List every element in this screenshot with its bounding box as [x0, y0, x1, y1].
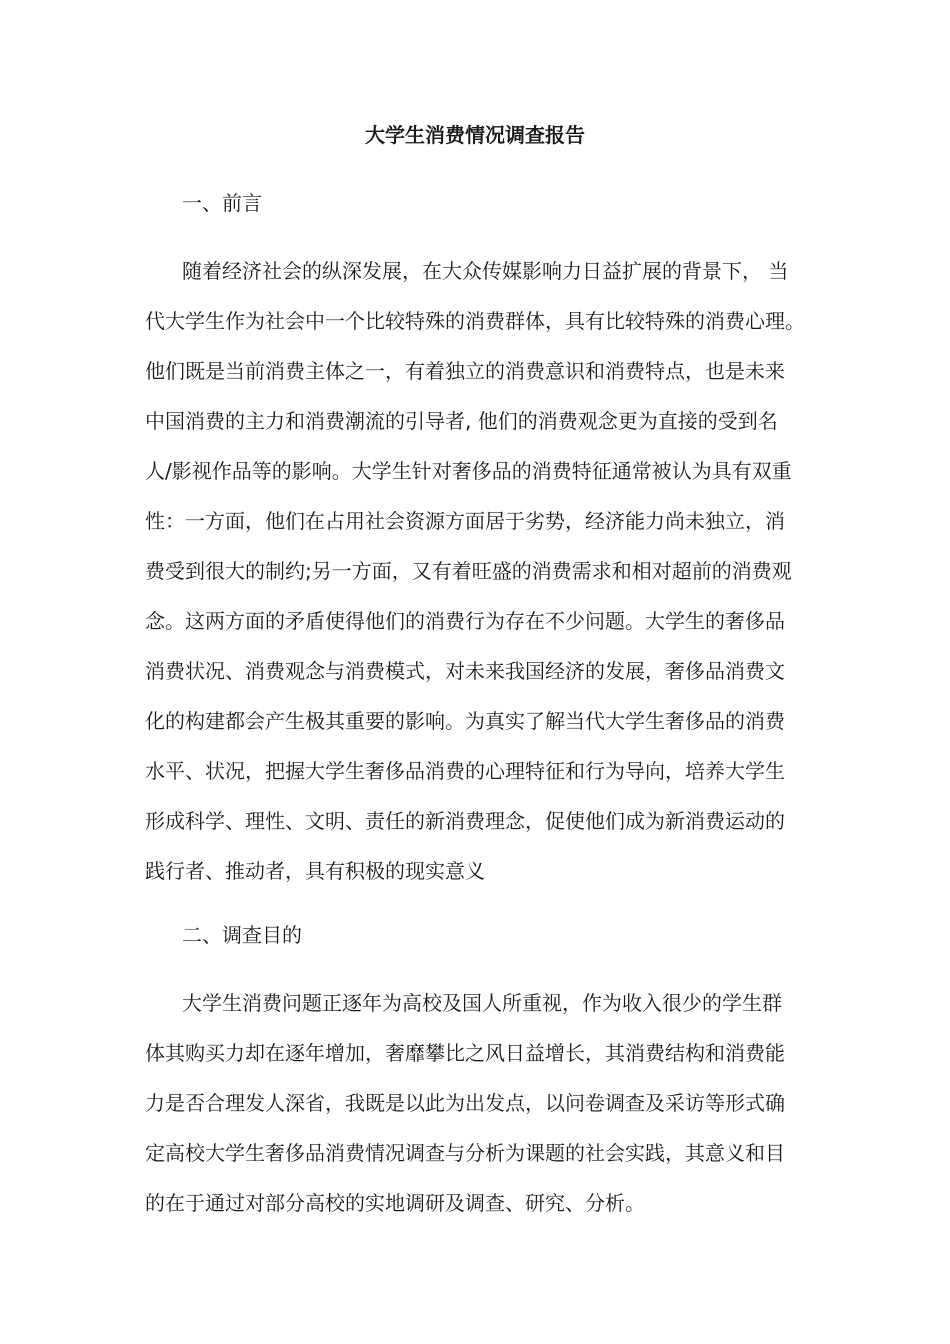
- paragraph-line: 定高校大学生奢侈品消费情况调查与分析为课题的社会实践，其意义和目: [145, 1141, 785, 1165]
- paragraph-line: 念。这两方面的矛盾使得他们的消费行为存在不少问题。大学生的奢侈品: [145, 609, 785, 633]
- paragraph-line: 化的构建都会产生极其重要的影响。为真实了解当代大学生奢侈品的消费: [145, 709, 785, 733]
- document-title: 大学生消费情况调查报告: [365, 123, 585, 147]
- paragraph-line: 代大学生作为社会中一个比较特殊的消费群体，具有比较特殊的消费心理。: [145, 309, 805, 333]
- paragraph-line: 形成科学、理性、文明、责任的新消费理念，促使他们成为新消费运动的: [145, 809, 785, 833]
- paragraph-line: 人/影视作品等的影响。大学生针对奢侈品的消费特征通常被认为具有双重: [145, 459, 792, 483]
- paragraph-line: 践行者、推动者，具有积极的现实意义: [145, 859, 485, 883]
- section-heading-preface: 一、前言: [182, 191, 262, 215]
- paragraph-line: 大学生消费问题正逐年为高校及国人所重视，作为收入很少的学生群: [182, 991, 782, 1015]
- paragraph-line: 中国消费的主力和消费潮流的引导者, 他们的消费观念更为直接的受到名: [145, 409, 778, 433]
- paragraph-line: 性：一方面，他们在占用社会资源方面居于劣势，经济能力尚未独立，消: [145, 509, 785, 533]
- paragraph-line: 力是否合理发人深省，我既是以此为出发点，以问卷调查及采访等形式确: [145, 1091, 785, 1115]
- paragraph-line: 的在于通过对部分高校的实地调研及调查、研究、分析。: [145, 1191, 645, 1215]
- section-paragraph-preface: [145, 246, 813, 896]
- paragraph-line: 他们既是当前消费主体之一，有着独立的消费意识和消费特点，也是未来: [145, 359, 785, 383]
- paragraph-line: 体其购买力却在逐年增加，奢靡攀比之风日益增长，其消费结构和消费能: [145, 1041, 785, 1065]
- section-heading-purpose: 二、调查目的: [182, 923, 302, 947]
- paragraph-line: 费受到很大的制约;另一方面，又有着旺盛的消费需求和相对超前的消费观: [145, 559, 792, 583]
- paragraph-line: 随着经济社会的纵深发展，在大众传媒影响力日益扩展的背景下， 当: [182, 259, 789, 283]
- paragraph-line: 水平、状况，把握大学生奢侈品消费的心理特征和行为导向，培养大学生: [145, 759, 785, 783]
- paragraph-line: 消费状况、消费观念与消费模式，对未来我国经济的发展，奢侈品消费文: [145, 659, 785, 683]
- section-paragraph-purpose: [145, 978, 813, 1228]
